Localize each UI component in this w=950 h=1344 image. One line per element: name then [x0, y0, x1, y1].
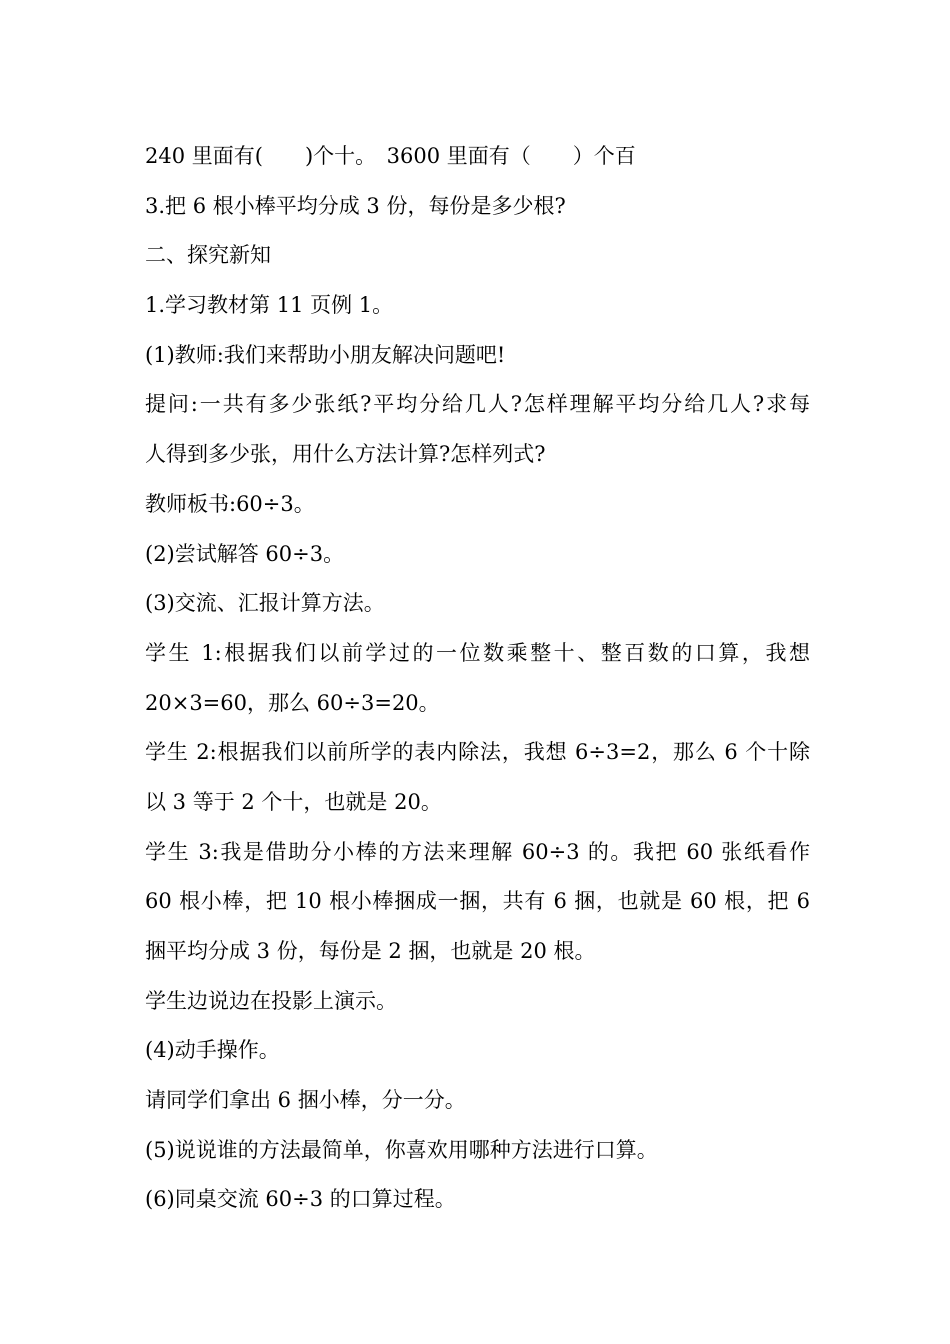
- section-heading-explore: 二、探究新知: [145, 243, 271, 268]
- text-line-step-5: (5)说说谁的方法最简单，你喜欢用哪种方法进行口算。: [145, 1137, 658, 1162]
- text-line-fill-blanks: 240 里面有( )个十。 3600 里面有（ ）个百: [145, 144, 636, 168]
- text-line-step-3: (3)交流、汇报计算方法。: [145, 591, 385, 616]
- text-line-questions: 提问:一共有多少张纸?平均分给几人?怎样理解平均分给几人?求每: [145, 392, 810, 417]
- text-line-student-1: 学生 1:根据我们以前学过的一位数乘整十、整百数的口算，我想: [145, 640, 810, 665]
- text-line-student-1-cont: 20×3=60，那么 60÷3=20。: [145, 690, 440, 715]
- text-line-hands-on: 请同学们拿出 6 捆小棒，分一分。: [145, 1088, 466, 1113]
- text-line-question-3: 3.把 6 根小棒平均分成 3 份，每份是多少根?: [145, 193, 566, 218]
- text-line-student-3-end: 捆平均分成 3 份，每份是 2 捆，也就是 20 根。: [145, 939, 596, 963]
- text-line-questions-cont: 人得到多少张，用什么方法计算?怎样列式?: [145, 442, 546, 467]
- text-line-step-6: (6)同桌交流 60÷3 的口算过程。: [145, 1187, 456, 1212]
- text-line-student-3: 学生 3:我是借助分小棒的方法来理解 60÷3 的。我把 60 张纸看作: [145, 839, 810, 864]
- document-body: [145, 132, 810, 1225]
- text-line-study-example: 1.学习教材第 11 页例 1。: [145, 293, 394, 318]
- text-line-board: 教师板书:60÷3。: [145, 491, 315, 516]
- text-line-student-2-cont: 以 3 等于 2 个十，也就是 20。: [145, 789, 442, 814]
- text-line-step-1: (1)教师:我们来帮助小朋友解决问题吧!: [145, 342, 506, 367]
- text-line-student-2: 学生 2:根据我们以前所学的表内除法，我想 6÷3=2，那么 6 个十除: [145, 740, 810, 765]
- text-line-step-2: (2)尝试解答 60÷3。: [145, 541, 345, 566]
- text-line-step-4: (4)动手操作。: [145, 1038, 280, 1063]
- text-line-student-3-cont: 60 根小棒，把 10 根小棒捆成一捆，共有 6 捆，也就是 60 根，把 6: [145, 889, 810, 914]
- text-line-demo: 学生边说边在投影上演示。: [145, 988, 397, 1013]
